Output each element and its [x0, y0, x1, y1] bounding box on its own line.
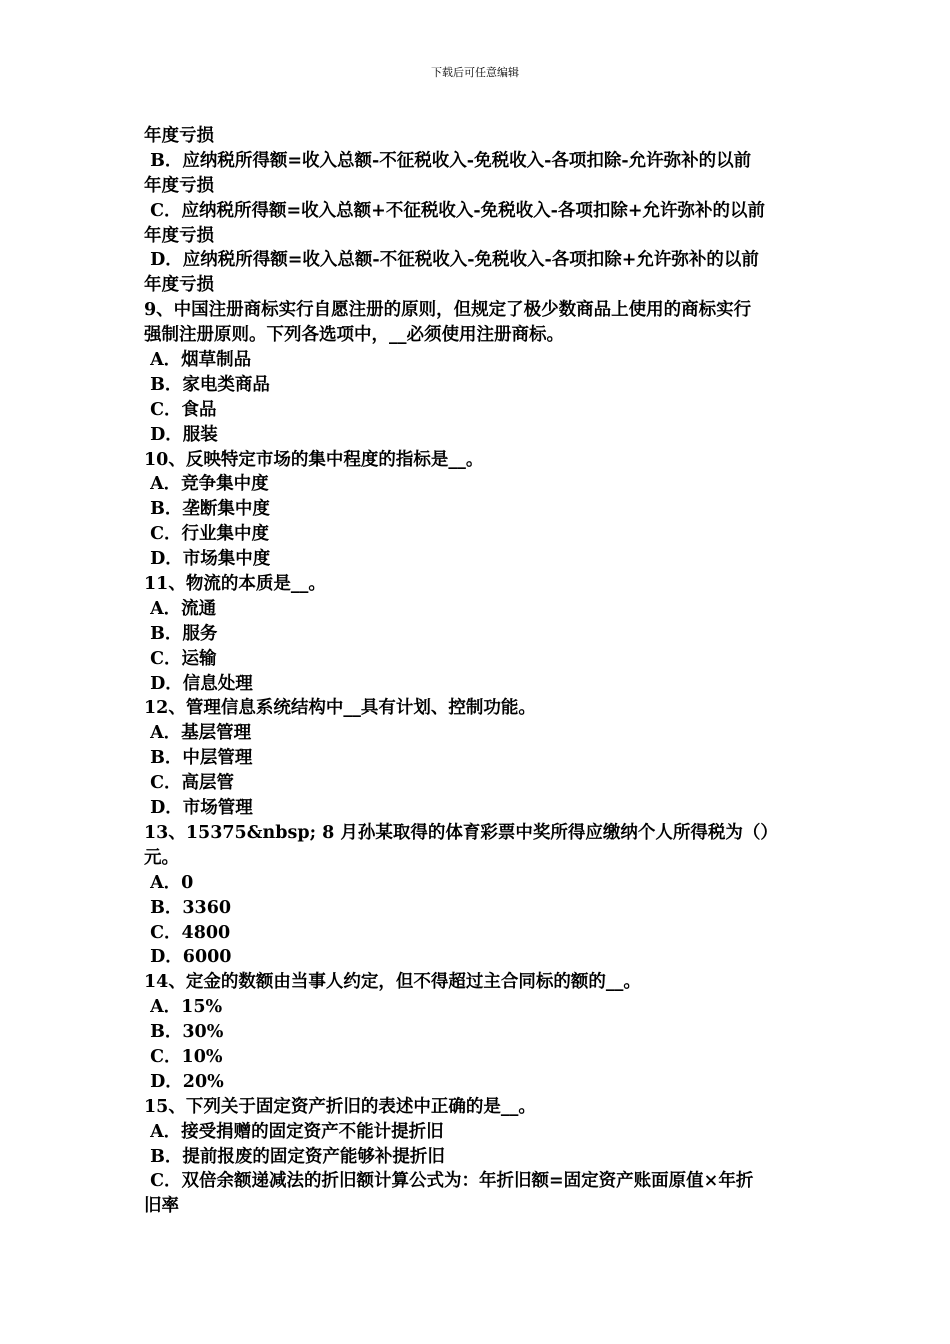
option-line: B．应纳税所得额=收入总额-不征税收入-免税收入-各项扣除-允许弥补的以前: [144, 150, 752, 171]
option-line: D．市场集中度: [144, 549, 271, 570]
text-line: 年度亏损: [144, 275, 214, 296]
option-line: D．6000: [144, 947, 232, 968]
option-line: A．15%: [144, 997, 223, 1018]
option-line: D．20%: [144, 1071, 224, 1092]
option-line: C．食品: [144, 399, 217, 420]
option-line: A．烟草制品: [144, 350, 252, 371]
option-line: D．服装: [144, 424, 218, 445]
option-line: D．信息处理: [144, 673, 253, 694]
option-line: C．10%: [144, 1046, 223, 1067]
option-line: C．运输: [144, 648, 217, 669]
option-line: B．中层管理: [144, 748, 253, 769]
option-line: C．双倍余额递减法的折旧额计算公式为：年折旧额=固定资产账面原值×年折: [144, 1171, 754, 1192]
text-line: 年度亏损: [144, 175, 214, 196]
question-line: 13、15375&nbsp; 8 月孙某取得的体育彩票中奖所得应缴纳个人所得税为（）: [144, 822, 778, 843]
question-line: 9、中国注册商标实行自愿注册的原则，但规定了极少数商品上使用的商标实行: [144, 300, 752, 321]
option-line: B．提前报废的固定资产能够补提折旧: [144, 1146, 445, 1167]
option-line: C．行业集中度: [144, 524, 270, 545]
question-line: 14、定金的数额由当事人约定，但不得超过主合同标的额的__。: [144, 972, 641, 993]
question-line: 强制注册原则。下列各选项中，__必须使用注册商标。: [144, 325, 564, 346]
option-line: A．基层管理: [144, 723, 252, 744]
option-line: C．4800: [144, 922, 231, 943]
text-line: 年度亏损: [144, 126, 214, 146]
option-line: B．家电类商品: [144, 374, 270, 395]
option-line: A．竞争集中度: [144, 474, 269, 495]
question-line: 元。: [144, 847, 179, 868]
document-body: [144, 124, 812, 1219]
option-line: D．应纳税所得额=收入总额-不征税收入-免税收入-各项扣除+允许弥补的以前: [144, 250, 759, 271]
option-line: B．3360: [144, 897, 232, 918]
text-line: 旧率: [144, 1196, 179, 1217]
option-line: A．0: [144, 872, 194, 893]
question-line: 10、反映特定市场的集中程度的指标是__。: [144, 449, 484, 470]
question-line: 11、物流的本质是__。: [144, 574, 326, 595]
option-line: A．流通: [144, 598, 217, 619]
option-line: B．服务: [144, 623, 218, 644]
option-line: C．应纳税所得额=收入总额+不征税收入-免税收入-各项扣除+允许弥补的以前: [144, 200, 766, 221]
option-line: A．接受捐赠的固定资产不能计提折旧: [144, 1121, 444, 1142]
option-line: C．高层管: [144, 773, 235, 794]
option-line: D．市场管理: [144, 798, 253, 819]
question-line: 12、管理信息系统结构中__具有计划、控制功能。: [144, 698, 536, 719]
option-line: B．30%: [144, 1022, 224, 1043]
text-line: 年度亏损: [144, 225, 214, 246]
option-line: B．垄断集中度: [144, 499, 270, 520]
question-line: 15、下列关于固定资产折旧的表述中正确的是__。: [144, 1096, 536, 1117]
page-header: 下载后可任意编辑: [431, 66, 519, 79]
